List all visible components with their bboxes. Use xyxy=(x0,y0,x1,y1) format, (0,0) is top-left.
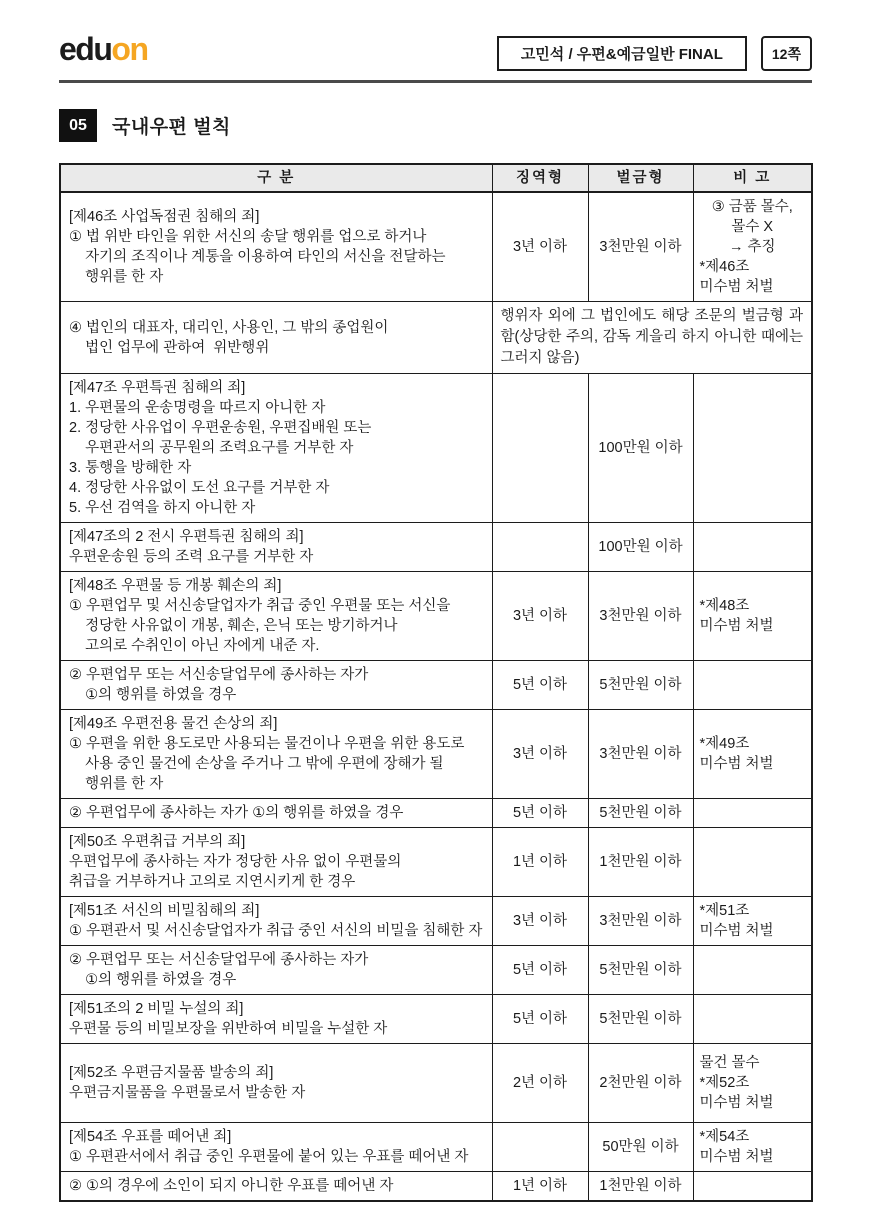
category-cell xyxy=(60,828,492,897)
note-cell xyxy=(693,192,812,302)
table-row xyxy=(60,1123,812,1172)
note-cell xyxy=(693,995,812,1044)
category-line: 법인 업무에 관하여 위반행위 xyxy=(69,339,270,356)
category-cell xyxy=(60,523,492,572)
category-line: [제52조 우편금지물품 발송의 죄] xyxy=(69,1065,274,1081)
note-cell xyxy=(693,572,812,661)
logo-text-edu: edu xyxy=(59,31,112,67)
table-row xyxy=(60,828,812,897)
category-line: 우편물 등의 비밀보장을 위반하여 비밀을 누설한 자 xyxy=(69,1021,388,1037)
category-line: ② 우편업무 또는 서신송달업무에 종사하는 자가 xyxy=(69,667,369,683)
column-header-fine: 벌금형 xyxy=(588,164,693,192)
fine-cell: 50만원 이하 xyxy=(588,1123,693,1172)
note-line: 물건 몰수 xyxy=(699,1055,760,1071)
header-right-group xyxy=(497,36,812,71)
category-line: ① 법 위반 타인을 위한 서신의 송달 행위를 업으로 하거나 xyxy=(69,229,427,245)
prison-cell: 1년 이하 xyxy=(492,1172,588,1202)
prison-cell: 5년 이하 xyxy=(492,799,588,828)
category-cell xyxy=(60,1172,492,1202)
category-line: ①의 행위를 하였을 경우 xyxy=(69,972,237,988)
fine-cell: 1천만원 이하 xyxy=(588,828,693,897)
logo-text-on: on xyxy=(111,31,148,67)
fine-cell: 3천만원 이하 xyxy=(588,192,693,302)
note-line: → 추징 xyxy=(728,239,776,255)
note-line: 몰수 X xyxy=(731,219,774,235)
category-cell xyxy=(60,1123,492,1172)
category-line: ② 우편업무에 종사하는 자가 ①의 행위를 하였을 경우 xyxy=(69,805,404,821)
category-line: [제51조의 2 비밀 누설의 죄] xyxy=(69,1001,244,1017)
category-cell xyxy=(60,192,492,302)
category-line: [제51조 서신의 비밀침해의 죄] xyxy=(69,903,260,919)
table-row xyxy=(60,523,812,572)
note-cell xyxy=(693,710,812,799)
category-line: ② 우편업무 또는 서신송달업무에 종사하는 자가 xyxy=(69,952,369,968)
category-line: ② ①의 경우에 소인이 되지 아니한 우표를 떼어낸 자 xyxy=(69,1178,394,1194)
prison-cell: 3년 이하 xyxy=(492,710,588,799)
course-title-box: 고민석 / 우편&예금일반 FINAL xyxy=(497,36,747,71)
prison-cell: 3년 이하 xyxy=(492,897,588,946)
category-cell xyxy=(60,799,492,828)
note-line: *제52조 xyxy=(699,1075,750,1091)
note-line: 미수범 처벌 xyxy=(699,923,774,939)
note-cell xyxy=(693,1044,812,1123)
category-line: ① 우편을 위한 용도로만 사용되는 물건이나 우편을 위한 용도로 xyxy=(69,736,465,752)
category-line: 우편금지물품을 우편물로서 발송한 자 xyxy=(69,1085,306,1101)
note-line: *제46조 xyxy=(699,259,750,275)
category-line: 4. 정당한 사유없이 도선 요구를 거부한 자 xyxy=(69,480,330,496)
fine-cell: 3천만원 이하 xyxy=(588,710,693,799)
note-line: 미수범 처벌 xyxy=(699,618,774,634)
fine-cell: 5천만원 이하 xyxy=(588,946,693,995)
table-row xyxy=(60,710,812,799)
penalty-table xyxy=(59,163,813,1202)
category-line: [제46조 사업독점권 침해의 죄] xyxy=(69,209,260,225)
category-line: 우편관서의 공무원의 조력요구를 거부한 자 xyxy=(69,440,354,456)
category-line: 사용 중인 물건에 손상을 주거나 그 밖에 우편에 장해가 될 xyxy=(69,756,444,772)
category-cell xyxy=(60,946,492,995)
table-row xyxy=(60,946,812,995)
note-cell xyxy=(693,799,812,828)
category-line: [제47조 우편특권 침해의 죄] xyxy=(69,380,246,396)
prison-cell: 5년 이하 xyxy=(492,661,588,710)
prison-cell: 5년 이하 xyxy=(492,995,588,1044)
table-row xyxy=(60,302,812,374)
category-line: ④ 법인의 대표자, 대리인, 사용인, 그 밖의 종업원이 xyxy=(69,319,389,336)
note-cell xyxy=(693,523,812,572)
column-header-prison: 징역형 xyxy=(492,164,588,192)
category-line: 2. 정당한 사유업이 우편운송원, 우편집배원 또는 xyxy=(69,420,372,436)
column-header-note: 비 고 xyxy=(693,164,812,192)
category-line: 행위를 한 자 xyxy=(69,269,164,285)
category-line: 자기의 조직이나 계통을 이용하여 타인의 서신을 전달하는 xyxy=(69,249,446,265)
prison-cell: 3년 이하 xyxy=(492,192,588,302)
category-cell xyxy=(60,572,492,661)
note-cell xyxy=(693,946,812,995)
note-line: 미수범 처벌 xyxy=(699,1149,774,1165)
note-cell xyxy=(693,828,812,897)
category-line: [제50조 우편취급 거부의 죄] xyxy=(69,834,246,850)
note-cell xyxy=(693,661,812,710)
category-line: 우편운송원 등의 조력 요구를 거부한 자 xyxy=(69,549,314,565)
section-number-badge: 05 xyxy=(59,109,97,142)
prison-cell: 2년 이하 xyxy=(492,1044,588,1123)
category-line: ① 우편관서에서 취급 중인 우편물에 붙어 있는 우표를 떼어낸 자 xyxy=(69,1149,469,1165)
category-line: [제47조의 2 전시 우편특권 침해의 죄] xyxy=(69,529,304,545)
table-row xyxy=(60,572,812,661)
category-line: 행위를 한 자 xyxy=(69,776,164,792)
fine-cell: 5천만원 이하 xyxy=(588,661,693,710)
table-row xyxy=(60,995,812,1044)
prison-cell xyxy=(492,374,588,523)
note-line: *제49조 xyxy=(699,736,750,752)
table-row xyxy=(60,192,812,302)
category-line: ① 우편업무 및 서신송달업자가 취급 중인 우편물 또는 서신을 xyxy=(69,598,451,614)
fine-cell: 3천만원 이하 xyxy=(588,897,693,946)
page-number-box: 12쪽 xyxy=(761,36,812,71)
merged-penalty-cell: 행위자 외에 그 법인에도 해당 조문의 벌금형 과함(상당한 주의, 감독 게을리 하지 아니한 때에는 그러지 않음) xyxy=(492,302,812,374)
category-line: 5. 우선 검역을 하지 아니한 자 xyxy=(69,500,256,516)
fine-cell: 100만원 이하 xyxy=(588,523,693,572)
table-row xyxy=(60,661,812,710)
fine-cell: 5천만원 이하 xyxy=(588,799,693,828)
prison-cell: 5년 이하 xyxy=(492,946,588,995)
note-line: *제48조 xyxy=(699,598,750,614)
note-cell xyxy=(693,897,812,946)
prison-cell: 3년 이하 xyxy=(492,572,588,661)
header-divider xyxy=(59,80,812,83)
category-cell xyxy=(60,302,492,374)
category-line: 1. 우편물의 운송명령을 따르지 아니한 자 xyxy=(69,400,326,416)
category-cell xyxy=(60,374,492,523)
category-line: 취급을 거부하거나 고의로 지연시키게 한 경우 xyxy=(69,874,356,890)
note-line: *제54조 xyxy=(699,1129,750,1145)
fine-cell: 100만원 이하 xyxy=(588,374,693,523)
category-line: 고의로 수취인이 아닌 자에게 내준 자. xyxy=(69,638,320,654)
column-header-category: 구 분 xyxy=(60,164,492,192)
category-cell xyxy=(60,995,492,1044)
note-cell xyxy=(693,1172,812,1202)
fine-cell: 3천만원 이하 xyxy=(588,572,693,661)
note-line: ③ 금품 몰수, xyxy=(711,199,793,215)
category-line: ①의 행위를 하였을 경우 xyxy=(69,687,237,703)
category-line: [제48조 우편물 등 개봉 훼손의 죄] xyxy=(69,578,282,594)
category-cell xyxy=(60,1044,492,1123)
category-line: 우편업무에 종사하는 자가 정당한 사유 없이 우편물의 xyxy=(69,854,402,870)
note-line: 미수범 처벌 xyxy=(699,756,774,772)
table-row xyxy=(60,374,812,523)
fine-cell: 2천만원 이하 xyxy=(588,1044,693,1123)
table-row xyxy=(60,1044,812,1123)
fine-cell: 5천만원 이하 xyxy=(588,995,693,1044)
eduon-logo xyxy=(59,31,148,67)
category-cell xyxy=(60,710,492,799)
category-line: 3. 통행을 방해한 자 xyxy=(69,460,192,476)
category-line: 정당한 사유없이 개봉, 훼손, 은닉 또는 방기하거나 xyxy=(69,618,398,634)
table-row xyxy=(60,897,812,946)
category-cell xyxy=(60,661,492,710)
category-line: [제54조 우표를 떼어낸 죄] xyxy=(69,1129,232,1145)
fine-cell: 1천만원 이하 xyxy=(588,1172,693,1202)
page-header xyxy=(59,31,812,71)
prison-cell xyxy=(492,523,588,572)
category-cell xyxy=(60,897,492,946)
note-cell xyxy=(693,374,812,523)
section-title: 국내우편 벌칙 xyxy=(112,117,231,138)
table-header-row xyxy=(60,164,812,192)
prison-cell: 1년 이하 xyxy=(492,828,588,897)
note-line: 미수범 처벌 xyxy=(699,279,774,295)
table-row xyxy=(60,799,812,828)
table-row xyxy=(60,1172,812,1202)
category-line: ① 우편관서 및 서신송달업자가 취급 중인 서신의 비밀을 침해한 자 xyxy=(69,923,483,939)
prison-cell xyxy=(492,1123,588,1172)
note-cell xyxy=(693,1123,812,1172)
note-line: 미수범 처벌 xyxy=(699,1095,774,1111)
category-line: [제49조 우편전용 물건 손상의 죄] xyxy=(69,716,278,732)
section-heading xyxy=(59,109,812,142)
note-line: *제51조 xyxy=(699,903,750,919)
